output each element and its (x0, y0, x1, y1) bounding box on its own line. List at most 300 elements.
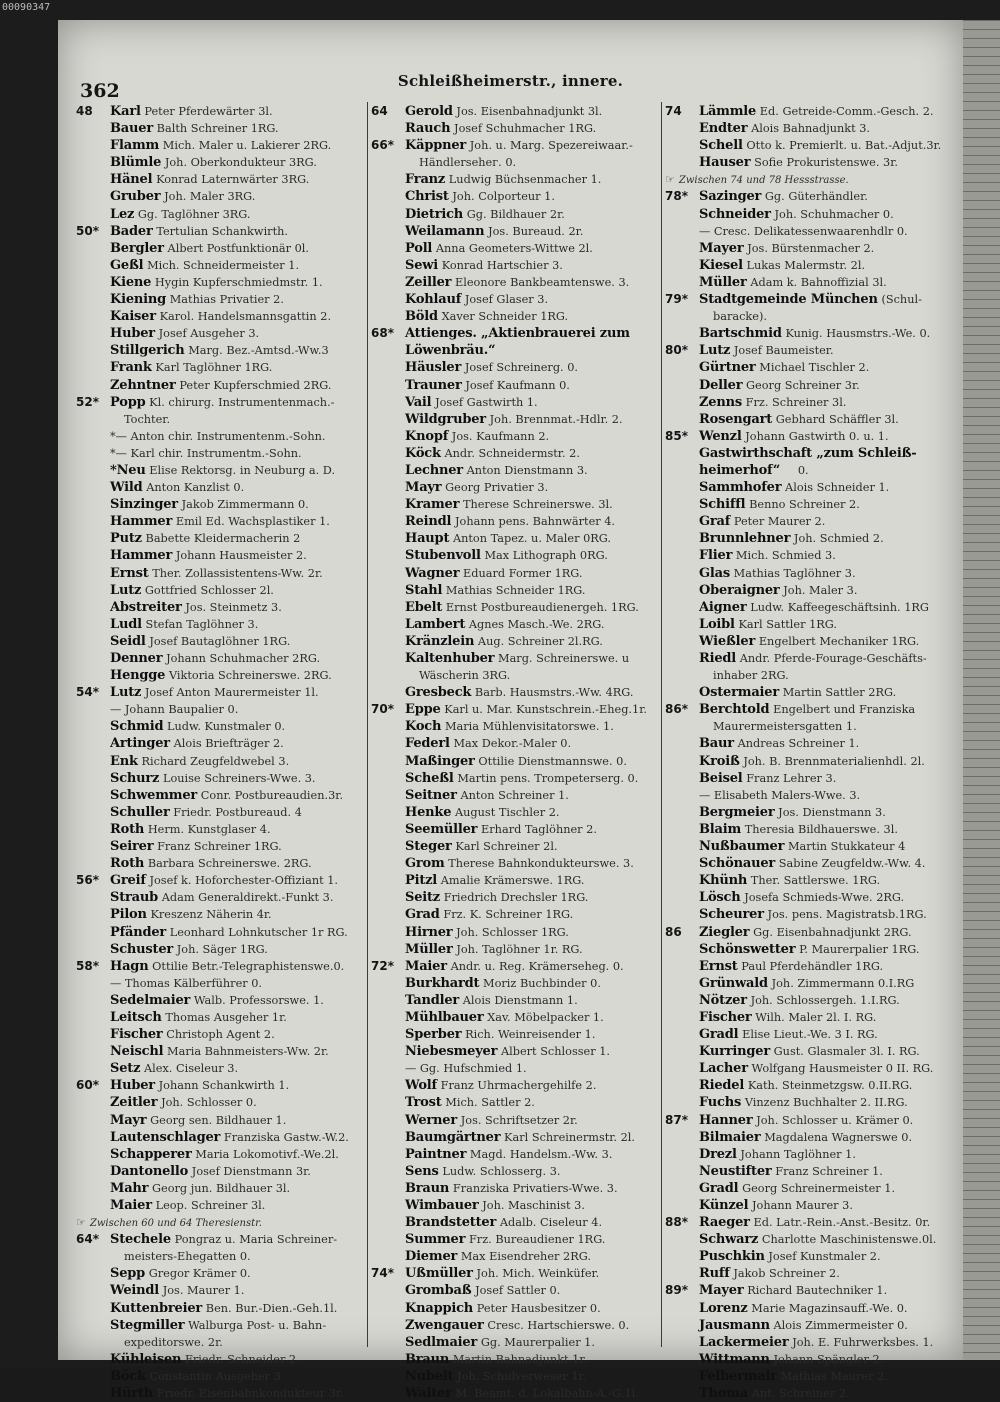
page-edge-line (963, 794, 1000, 795)
directory-entry (665, 445, 957, 462)
directory-entry (76, 1163, 368, 1180)
directory-entry (665, 1026, 957, 1043)
resident-details: Otto k. Premierlt. u. Bat.-Adjut.3r. (746, 139, 942, 153)
resident-surname: Lämmle (699, 104, 757, 119)
resident-details: Gregor Krämer 0. (148, 1267, 251, 1281)
directory-entry (665, 530, 957, 547)
page-edge-line (963, 893, 1000, 894)
resident-surname: Maier (110, 1198, 152, 1213)
directory-entry (76, 1146, 368, 1163)
page-edge-line (963, 425, 1000, 426)
directory-entry (665, 821, 957, 838)
resident-surname: Enk (110, 753, 138, 769)
page-edge-line (963, 506, 1000, 507)
resident-surname: Knappich (405, 1300, 474, 1316)
directory-entry (371, 513, 663, 530)
page-edge-line (963, 29, 1000, 30)
resident-details: Joh. Zimmermann 0.I.RG (771, 976, 915, 990)
page-edge-line (963, 1280, 1000, 1281)
directory-entry (371, 394, 663, 411)
directory-entry (371, 924, 663, 941)
directory-entry (665, 1180, 957, 1197)
house-number: 86* (665, 702, 688, 717)
resident-details: Andr. Schneidermstr. 2. (444, 446, 580, 460)
resident-details: Marie Magazinsauff.-We. 0. (751, 1301, 908, 1315)
resident-details: Karl Schreiner 2l. (455, 840, 558, 854)
directory-entry (76, 1231, 368, 1248)
directory-entry (371, 342, 663, 359)
directory-entry (665, 565, 957, 582)
resident-surname: Schuster (110, 941, 174, 957)
resident-surname: Bilmaier (699, 1129, 761, 1145)
directory-entry (76, 684, 368, 701)
directory-entry (76, 889, 368, 906)
page-edge-line (963, 1208, 1000, 1209)
page-edge-line (963, 1217, 1000, 1218)
resident-surname: Wagner (405, 565, 460, 581)
resident-surname: heimerhof“ (699, 462, 781, 478)
page-number: 362 (80, 80, 120, 102)
page-edge-line (963, 578, 1000, 579)
resident-details: Jos. Steinmetz 3. (185, 600, 282, 614)
resident-details: Mathias Maurer 2. (780, 1369, 888, 1383)
resident-surname: Diemer (405, 1249, 458, 1265)
resident-surname: Kohlauf (405, 292, 462, 308)
directory-entry (371, 1214, 663, 1231)
resident-details: Alois Briefträger 2. (173, 737, 284, 751)
directory-entry (371, 1197, 663, 1214)
resident-surname: Wild (110, 480, 143, 496)
resident-details: Joh. Maler 3RG. (164, 190, 256, 204)
page-title: Schleißheimerstr., innere. (397, 72, 624, 90)
directory-entry (371, 1317, 663, 1334)
page-edge-line (963, 623, 1000, 624)
page-edge-line (963, 1172, 1000, 1173)
resident-surname: Baumgärtner (405, 1129, 501, 1145)
resident-surname: Kramer (405, 497, 460, 513)
page-edge-line (963, 776, 1000, 777)
resident-details: Barbara Schreinerswe. 2RG. (147, 857, 312, 871)
resident-surname: Schwemmer (110, 787, 198, 803)
page-edge-line (963, 785, 1000, 786)
resident-surname: Schneider (699, 206, 771, 222)
resident-surname: Gresbeck (405, 685, 472, 701)
directory-entry (665, 120, 957, 137)
resident-details: Alois Schneider 1. (785, 481, 890, 495)
house-number: 54* (76, 685, 99, 700)
resident-details: Aug. Schreiner 2l.RG. (477, 634, 603, 648)
resident-details: Vinzenz Buchhalter 2. II.RG. (744, 1096, 908, 1110)
directory-entry (665, 462, 957, 479)
resident-surname: Schönauer (699, 856, 776, 872)
directory-entry (371, 428, 663, 445)
directory-entry (76, 821, 368, 838)
page-edge-line (963, 1091, 1000, 1092)
resident-surname: Wenzl (699, 428, 742, 444)
resident-surname: Lez (110, 206, 135, 222)
page-edge-line (963, 911, 1000, 912)
resident-surname: Rauch (405, 121, 451, 137)
resident-details: Moriz Buchbinder 0. (483, 976, 601, 990)
directory-entry (371, 1265, 663, 1282)
directory-entry (76, 359, 368, 376)
resident-surname: Kurringer (699, 1044, 770, 1060)
directory-entry (665, 667, 957, 684)
directory-entry (76, 257, 368, 274)
page-edge-line (963, 470, 1000, 471)
directory-entry (76, 667, 368, 684)
directory-entry (76, 804, 368, 821)
resident-details: Joh. Schlosser 0. (161, 1096, 257, 1110)
resident-details: Jos. Maurer 1. (162, 1284, 245, 1298)
page-edge-line (963, 830, 1000, 831)
directory-entry (371, 223, 663, 240)
page-edge-line (963, 497, 1000, 498)
page-edge-line (963, 812, 1000, 813)
directory-entry (76, 188, 368, 205)
directory-entry (76, 1094, 368, 1111)
directory-entry (76, 103, 368, 120)
directory-entry (371, 582, 663, 599)
resident-surname: Knopf (405, 428, 449, 444)
resident-surname: Müller (699, 274, 747, 290)
resident-surname: Riedel (699, 1078, 745, 1094)
page-edge-line (963, 434, 1000, 435)
directory-entry (665, 342, 957, 359)
resident-surname: Graf (699, 514, 731, 530)
directory-entry (76, 838, 368, 855)
resident-surname: Gastwirthschaft „zum Schleiß- (699, 445, 917, 461)
resident-surname: Lackermeier (699, 1334, 789, 1350)
resident-details: Mich. Schneidermeister 1. (147, 258, 300, 272)
resident-details: Gg. Taglöhner 3RG. (137, 207, 251, 221)
resident-details: Joh. Schlossergeh. 1.I.RG. (750, 993, 900, 1007)
resident-surname: Schurz (110, 770, 160, 786)
resident-details: Konrad Laternwärter 3RG. (156, 173, 310, 187)
directory-entry (371, 171, 663, 188)
resident-details: Charlotte Maschinistenswe.0l. (761, 1233, 937, 1247)
resident-surname: Fischer (699, 1009, 752, 1025)
resident-details: Erhard Taglöhner 2. (481, 822, 597, 836)
resident-details: M. Beamt. d. Lokalbahn-A.-G.1l. (455, 1387, 639, 1401)
resident-details: Hygin Kupferschmiedmstr. 1. (154, 275, 323, 289)
page-edge-line (963, 866, 1000, 867)
directory-entry (76, 565, 368, 582)
directory-entry (665, 1094, 957, 1111)
directory-entry (665, 804, 957, 821)
resident-details: Sabine Zeugfeldw.-Ww. 4. (778, 857, 926, 871)
directory-entry (371, 889, 663, 906)
directory-entry (665, 735, 957, 752)
directory-entry (76, 342, 368, 359)
resident-surname: Lechner (405, 462, 463, 478)
resident-details: Karol. Handelsmannsgattin 2. (159, 310, 332, 324)
directory-entry (371, 599, 663, 616)
page-edge-line (963, 1334, 1000, 1335)
resident-surname: Oberaigner (699, 582, 780, 598)
note-text: Zwischen 74 und 78 Hessstrasse. (678, 175, 849, 187)
directory-entry (371, 992, 663, 1009)
page-edge-line (963, 1037, 1000, 1038)
directory-entry (371, 958, 663, 975)
resident-details: Maria Bahnmeisters-Ww. 2r. (167, 1045, 329, 1059)
directory-entry (76, 1317, 368, 1334)
directory-entry (665, 359, 957, 376)
directory-entry (665, 411, 957, 428)
resident-details: Joh. Brennmat.-Hdlr. 2. (489, 412, 623, 426)
resident-surname: Franz (405, 172, 446, 188)
directory-entry (371, 667, 663, 684)
resident-details: Elise Rektorsg. in Neuburg a. D. (149, 463, 336, 477)
resident-surname: Koch (405, 719, 442, 735)
resident-details: Karl Taglöhner 1RG. (155, 361, 273, 375)
resident-surname: Ludl (110, 616, 142, 632)
resident-details: Georg sen. Bildhauer 1. (150, 1113, 287, 1127)
page-edge-line (963, 371, 1000, 372)
resident-details: Paul Pferdehändler 1RG. (741, 959, 884, 973)
house-number: 80* (665, 343, 688, 358)
directory-entry (76, 1077, 368, 1094)
page-edge-line (963, 128, 1000, 129)
resident-surname: Hirner (405, 924, 453, 940)
resident-surname: Setz (110, 1061, 141, 1077)
resident-details: Josef Dienstmann 3r. (191, 1164, 311, 1178)
directory-entry (76, 1265, 368, 1282)
page-edge-line (963, 1244, 1000, 1245)
directory-entry (371, 872, 663, 889)
page-edge-line (963, 875, 1000, 876)
house-number: 85* (665, 428, 688, 443)
resident-surname: Sedelmaier (110, 992, 191, 1008)
resident-details: August Tischler 2. (454, 805, 560, 819)
resident-surname: Vail (405, 394, 432, 410)
resident-surname: Wittmann (699, 1351, 770, 1367)
directory-entry (371, 479, 663, 496)
page-edge-line (963, 308, 1000, 309)
directory-entry (665, 308, 957, 325)
resident-details: Therese Schreinerswe. 3l. (462, 498, 613, 512)
page-edge-line (963, 344, 1000, 345)
resident-surname: Grombaß (405, 1283, 472, 1299)
page-edge-line (963, 38, 1000, 39)
page-edge-line (963, 443, 1000, 444)
resident-details: — Thomas Kälberführer 0. (110, 976, 263, 990)
directory-entry (76, 291, 368, 308)
page-edge-line (963, 263, 1000, 264)
resident-details: Martin pens. Trompeterserg. 0. (457, 771, 639, 785)
page-edge-line (963, 1307, 1000, 1308)
resident-surname: Jausmann (699, 1317, 770, 1333)
resident-surname: Walter (405, 1386, 452, 1402)
resident-surname: Böck (110, 1368, 146, 1384)
directory-entry (371, 838, 663, 855)
directory-entry (371, 530, 663, 547)
resident-details: Wäscherin 3RG. (419, 669, 511, 683)
directory-entry (371, 1180, 663, 1197)
directory-entry (665, 1334, 957, 1351)
directory-entry (665, 787, 957, 804)
page-edge-line (963, 848, 1000, 849)
directory-entry (76, 701, 368, 718)
resident-surname: Lutz (699, 343, 731, 359)
resident-details: Franz Uhrmachergehilfe 2. (440, 1079, 597, 1093)
resident-details: Ed. Getreide-Comm.-Gesch. 2. (759, 105, 934, 118)
resident-surname: Böld (405, 309, 438, 325)
directory-entry (665, 257, 957, 274)
resident-details: Friedr. Postbureaud. 4 (173, 805, 302, 819)
directory-entry (665, 684, 957, 701)
resident-surname: Hammer (110, 548, 173, 564)
resident-details: Mich. Schmied 3. (735, 549, 836, 563)
resident-details: Gust. Glasmaler 3l. I. RG. (773, 1045, 920, 1059)
resident-details: Wilh. Maler 2l. I. RG. (755, 1010, 877, 1024)
resident-details: Alois Bahnadjunkt 3. (751, 122, 871, 136)
page-edge-line (963, 731, 1000, 732)
resident-surname: Zeitler (110, 1095, 158, 1111)
directory-entry (371, 1248, 663, 1265)
resident-details: Richard Bautechniker 1. (747, 1284, 888, 1298)
directory-entry (665, 291, 957, 308)
resident-details: Anton Kanzlist 0. (146, 481, 245, 495)
page-edge-line (963, 758, 1000, 759)
house-number: 66* (371, 138, 394, 153)
resident-details: Marg. Schreinerswe. u (498, 652, 630, 665)
resident-surname: Kiene (110, 274, 152, 290)
section-note (76, 1214, 368, 1231)
directory-entry (76, 599, 368, 616)
resident-details: Georg Schreinermeister 1. (742, 1181, 896, 1195)
page-edge-line (963, 1046, 1000, 1047)
directory-entry (76, 1368, 368, 1385)
resident-surname: Loibl (699, 616, 735, 632)
page-edge-line (963, 641, 1000, 642)
resident-surname: Wildgruber (405, 411, 486, 427)
resident-details: Albert Postfunktionär 0l. (167, 241, 309, 255)
resident-details: Georg jun. Bildhauer 3l. (152, 1181, 291, 1195)
page-edge-line (963, 839, 1000, 840)
page-edge-line (963, 182, 1000, 183)
resident-surname: Ruff (699, 1266, 730, 1282)
page-edge-line (963, 317, 1000, 318)
resident-details: Joh. Schulverweser 1r. (457, 1369, 587, 1383)
page-edge-line (963, 722, 1000, 723)
directory-entry (76, 975, 368, 992)
resident-details: Friedr. Schneider 2. (185, 1352, 300, 1366)
resident-surname: Riedl (699, 651, 737, 666)
resident-details: Joh. Maler 3. (783, 583, 858, 597)
page-edge-line (963, 164, 1000, 165)
directory-entry (76, 240, 368, 257)
resident-surname: Stadtgemeinde München (699, 292, 878, 308)
resident-surname: Blümle (110, 155, 162, 171)
directory-entry (371, 1385, 663, 1402)
page-edge-line (963, 650, 1000, 651)
page-edge-line (963, 1235, 1000, 1236)
directory-entry (76, 1248, 368, 1265)
resident-details: Josef Glaser 3. (464, 293, 549, 307)
resident-surname: Hanner (699, 1112, 753, 1128)
resident-details: Leonhard Lohnkutscher 1r RG. (169, 925, 348, 939)
directory-entry (665, 394, 957, 411)
page-edge-line (963, 101, 1000, 102)
resident-details: Theresia Bildhauerswe. 3l. (744, 822, 898, 836)
directory-entry (665, 1163, 957, 1180)
resident-details: expeditorswe. 2r. (124, 1335, 223, 1349)
resident-surname: Roth (110, 856, 145, 872)
resident-surname: Sepp (110, 1266, 146, 1282)
directory-entry (371, 137, 663, 154)
resident-surname: Schapperer (110, 1146, 192, 1162)
page-edge-line (963, 1154, 1000, 1155)
resident-details: Michael Tischler 2. (759, 361, 870, 375)
resident-details: Emil Ed. Wachsplastiker 1. (175, 515, 330, 529)
resident-details: Joh. Mich. Weinküfer. (476, 1267, 600, 1281)
directory-entry (665, 274, 957, 291)
directory-entry (76, 958, 368, 975)
resident-details: Johann Schankwirth 1. (158, 1079, 290, 1093)
page-edge-line (963, 857, 1000, 858)
resident-surname: Federl (405, 736, 450, 752)
resident-surname: Hammer (110, 514, 173, 530)
page-edge-line (963, 452, 1000, 453)
page-edge-line (963, 1082, 1000, 1083)
directory-entry (76, 1197, 368, 1214)
resident-surname: Seidl (110, 633, 146, 649)
directory-entry (665, 1146, 957, 1163)
resident-details: Andreas Schreiner 1. (737, 737, 860, 751)
page-edge-line (963, 1163, 1000, 1164)
resident-surname: Zeiller (405, 274, 452, 290)
directory-entry (76, 855, 368, 872)
page-edge-line (963, 1199, 1000, 1200)
directory-entry (665, 1317, 957, 1334)
resident-details: Rich. Weinreisender 1. (465, 1028, 596, 1042)
directory-entry (371, 941, 663, 958)
resident-details: Elise Lieut.-We. 3 I. RG. (742, 1028, 878, 1042)
resident-surname: Steger (405, 839, 452, 855)
resident-details: Constantin Ausgeher 3. (149, 1369, 285, 1383)
resident-details: meisters-Ehegatten 0. (124, 1250, 251, 1264)
directory-entry (76, 1351, 368, 1368)
directory-entry (371, 1231, 663, 1248)
resident-details: Max Dekor.-Maler 0. (453, 737, 572, 751)
resident-surname: Schwarz (699, 1232, 759, 1248)
directory-entry (76, 394, 368, 411)
page-edge-line (963, 479, 1000, 480)
resident-surname: Khünh (699, 873, 748, 889)
directory-entry (371, 1077, 663, 1094)
resident-surname: Deller (699, 377, 743, 393)
resident-surname: Bauer (110, 121, 153, 137)
house-number: 89* (665, 1283, 688, 1298)
resident-details: Jakob Schreiner 2. (733, 1267, 840, 1281)
directory-entry (371, 325, 663, 342)
resident-surname: Sperber (405, 1027, 462, 1043)
resident-surname: Hengge (110, 668, 166, 684)
directory-entry (371, 120, 663, 137)
directory-entry (76, 1282, 368, 1299)
directory-entry (371, 701, 663, 718)
page-edge-line (963, 1145, 1000, 1146)
page-edge-line (963, 533, 1000, 534)
resident-surname: Nubelt (405, 1368, 454, 1384)
resident-surname: Greif (110, 873, 146, 889)
resident-surname: Braun (405, 1180, 450, 1196)
resident-surname: Drezl (699, 1146, 737, 1162)
directory-entry (76, 616, 368, 633)
resident-details: Eleonore Bankbeamtenswe. 3. (454, 275, 630, 289)
directory-entry (665, 599, 957, 616)
